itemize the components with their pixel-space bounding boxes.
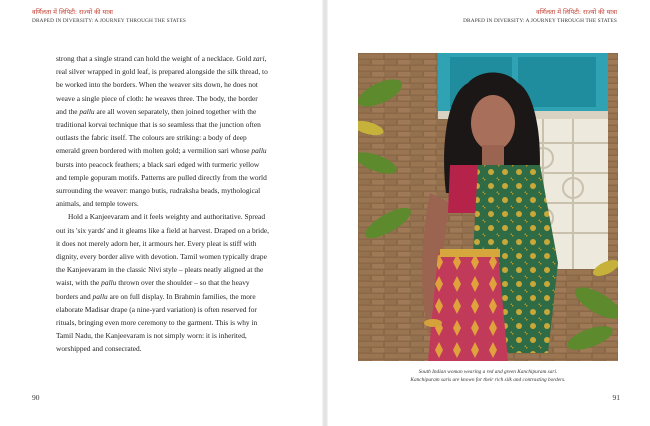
- text-run: are on full display. In Brahmin families, the more elaborate Madisar drape (a nine-yard variation) is often reserved for rituals, bringing even more ceremony to the garment. This is why in Tamil Nadu, the Kanjeevaram is not simply worn: it is inherited, worshipped and consecrated.: [56, 291, 258, 354]
- caption-line-1: South Indian woman wearing a red and green Kanchipuram sari.: [418, 369, 558, 375]
- page-number-left: 90: [32, 393, 40, 402]
- text-run: thrown over the shoulder – so that the heavy borders and: [56, 278, 250, 301]
- body-paragraph: [56, 210, 270, 355]
- page-number-right: 91: [612, 393, 620, 402]
- italic-term: zari: [253, 54, 265, 63]
- text-run: Hold a Kanjeevaram and it feels weighty and authoritative. Spread out its 'six yards' and it gleams like a field at harvest. Draped on a bride, it does not merely adorn her, it armours her. Every pleat is stiff with dignity, every border alive with devotion. Tamil women typically drape the Kanjeevaram in the classic Nivi style – pleats neatly aligned at the waist, with the: [56, 212, 270, 288]
- right-running-header: [463, 8, 617, 25]
- caption-line-2: Kanchipuram saris are known for their rich silk and contrasting borders.: [410, 377, 566, 383]
- italic-term: pallu: [79, 106, 95, 116]
- italic-term: pallu: [92, 291, 108, 301]
- italic-term: pallu: [251, 146, 267, 156]
- sari-photograph: [358, 53, 618, 361]
- left-header-english: DRAPED IN DIVERSITY: A JOURNEY THROUGH THE STATES: [32, 18, 186, 24]
- left-running-header: [32, 8, 186, 25]
- right-header-english: DRAPED IN DIVERSITY: A JOURNEY THROUGH THE STATES: [463, 18, 617, 24]
- text-run: , real silver wrapped in gold leaf, is prepared alongside the silk thread, to be worked into the borders. When the weaver sits down, he does not weave a single piece of cloth: he weaves three. The body, the border and the: [56, 54, 268, 116]
- right-header-hindi: वर्णिलता में लिपिटी: राज्यों की यात्रा: [536, 9, 617, 16]
- text-run: bursts into peacock feathers; a black sari edged with turmeric yellow and temple gopuram motifs. Patterns are pulled directly from the world surrounding the weaver: mango butis, rudraksha beads, mythological animals, and temple towers.: [56, 159, 267, 209]
- page-gutter: [322, 0, 328, 426]
- italic-term: pallu: [101, 278, 117, 288]
- photo-illustration: [358, 53, 618, 361]
- left-header-hindi: वर्णिलता में लिपिटी: राज्यों की यात्रा: [32, 9, 113, 16]
- photo-caption: [358, 368, 618, 384]
- text-run: strong that a single strand can hold the weight of a necklace. Gold: [56, 54, 254, 63]
- text-run: are all woven separately, then joined together with the traditional korvai technique that is so seamless that the junction often outlasts the fabric itself. The colours are striking: a body of deep emerald green bordered with molten gold; a vermilion sari whose: [56, 106, 261, 156]
- body-paragraph: [56, 52, 270, 210]
- body-text: [56, 52, 270, 356]
